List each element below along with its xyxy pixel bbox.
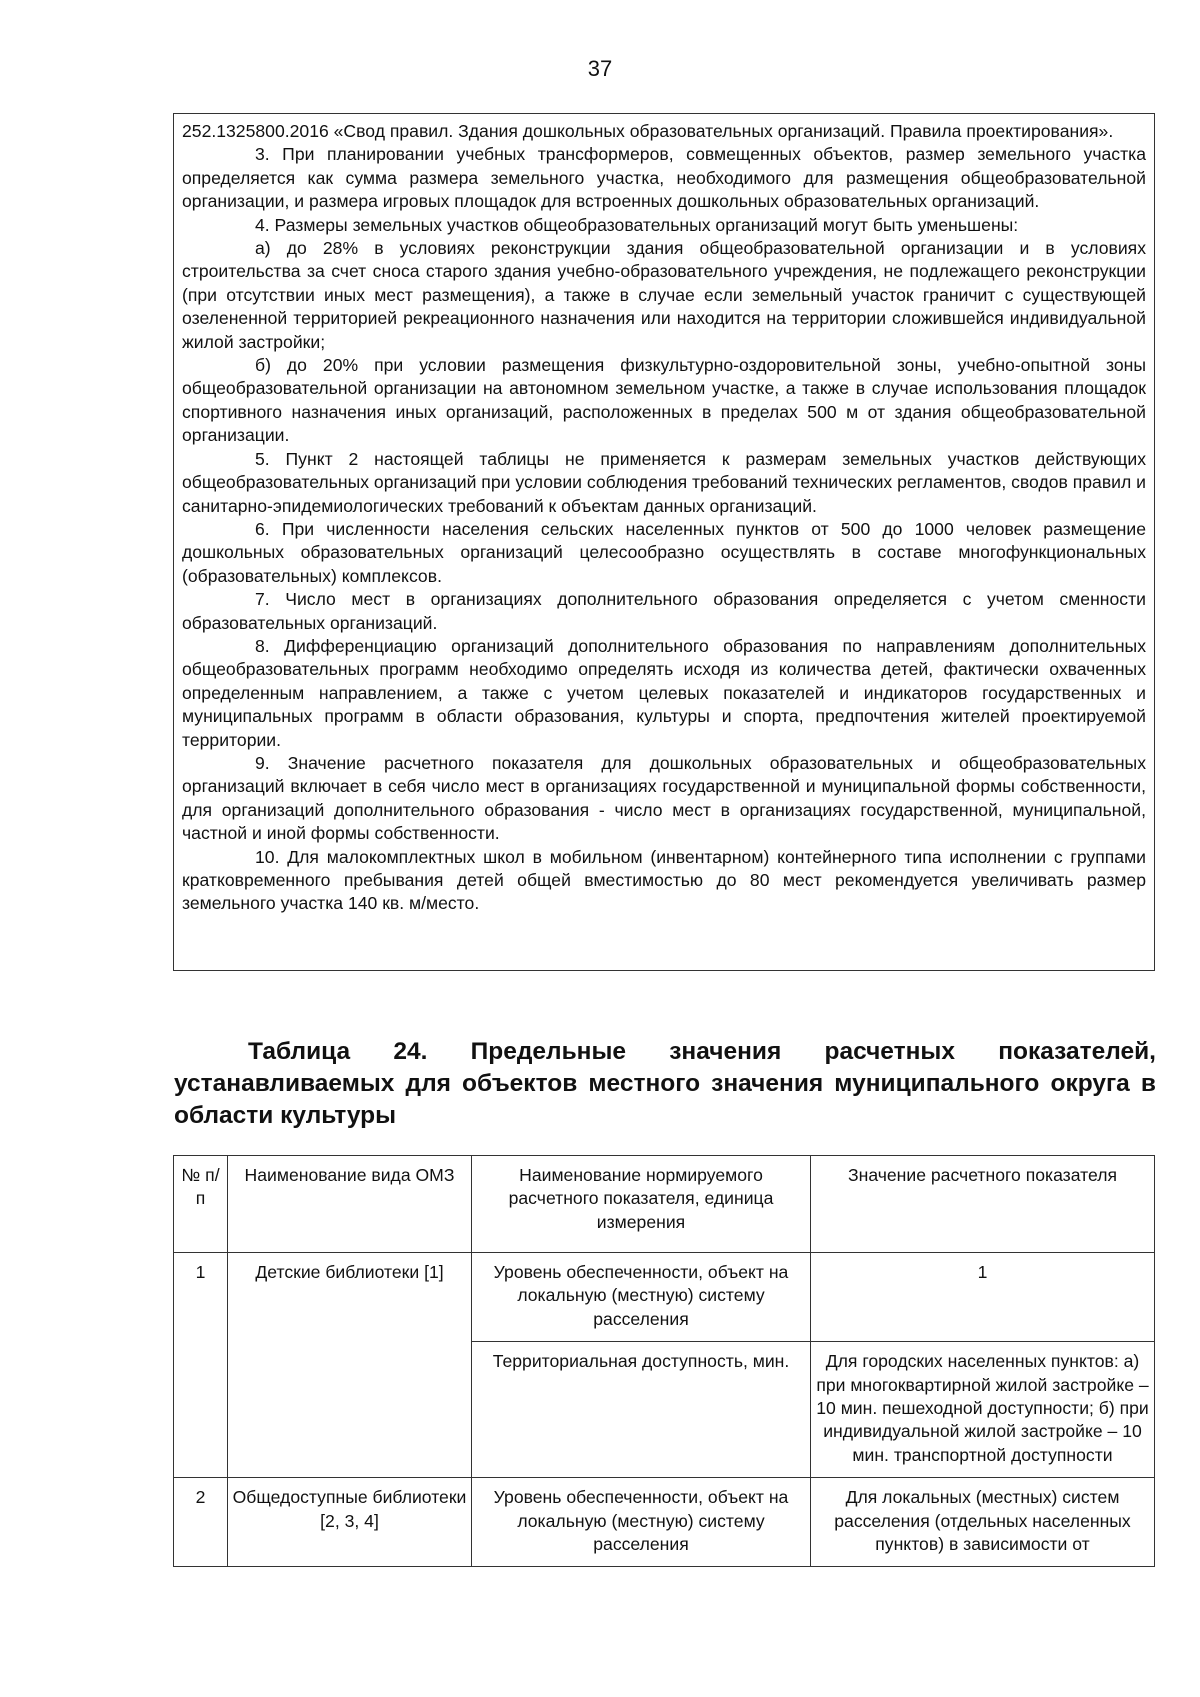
row-indicator: Уровень обеспеченности, объект на локальную (местную) систему расселения (472, 1478, 811, 1567)
table-notes-box (173, 113, 1155, 971)
row-indicator: Территориальная доступность, мин. (472, 1342, 811, 1478)
note-paragraph: б) до 20% при условии размещения физкультурно-оздоровительной зоны, учебно-опытной зоны общеобразовательной организации на автономном земельном участке, а также в случае использования площадок спортивного назначения иных организаций, расположенных в пределах 500 м от здания общеобразовательной организации. (182, 355, 1146, 446)
page-number: 37 (587, 56, 613, 81)
standards-table (173, 1155, 1155, 1567)
table-row (174, 1478, 1155, 1567)
table-title-rest: устанавливаемых для объектов местного значения муниципального округа в области культуры (174, 1070, 1156, 1129)
table-title (174, 1036, 1156, 1132)
note-paragraph: 10. Для малокомплектных школ в мобильном (инвентарном) контейнерного типа исполнении с группами кратковременного пребывания детей общей вместимостью до 80 мест рекомендуется увеличивать размер земельного участка 140 кв. м/место. (182, 846, 1146, 914)
table-header-row (174, 1156, 1155, 1253)
note-paragraph: а) до 28% в условиях реконструкции здания общеобразовательной организации и в условиях строительства за счет сноса старого здания учебно-образовательного учреждения, не подлежащего реконструкции (при отсутствии иных мест размещения), а также в случае если земельный участок граничит с существующей озелененной территорией рекреационного назначения или находится на территории сложившейся индивидуальной жилой застройки; (182, 238, 1146, 352)
row-value: 1 (811, 1253, 1155, 1342)
header-value: Значение расчетного показателя (811, 1156, 1155, 1253)
row-value: Для городских населенных пунктов: а) при многоквартирной жилой застройке – 10 мин. пешеходной доступности; б) при индивидуальной жилой застройке – 10 мин. транспортной доступности (811, 1342, 1155, 1478)
header-object-type: Наименование вида ОМЗ (228, 1156, 472, 1253)
note-paragraph: 252.1325800.2016 «Свод правил. Здания дошкольных образовательных организаций. Правила проектирования». (182, 121, 1114, 141)
row-object-type: Общедоступные библиотеки [2, 3, 4] (228, 1478, 472, 1567)
note-paragraph: 9. Значение расчетного показателя для дошкольных образовательных и общеобразовательных организаций включает в себя число мест в организациях государственной и муниципальной формы собственности, для организаций дополнительного образования - число мест в организациях государственной, муниципальной, частной и иной формы собственности. (182, 752, 1146, 844)
table-title-line1: Таблица 24. Предельные значения расчетных показателей, (248, 1038, 1156, 1065)
note-paragraph: 8. Дифференциацию организаций дополнительного образования по направлениям дополнительных общеобразовательных программ необходимо определять исходя из количества детей, фактически охваченных определенным направлением, а также с учетом целевых показателей и индикаторов государственных и муниципальных программ в области образования, культуры и спорта, предпочтения жителей проектируемой территории. (182, 635, 1146, 750)
row-object-type: Детские библиотеки [1] (228, 1253, 472, 1478)
header-indicator: Наименование нормируемого расчетного показателя, единица измерения (472, 1156, 811, 1253)
note-paragraph: 4. Размеры земельных участков общеобразовательных организаций могут быть уменьшены: (255, 214, 1019, 235)
note-paragraph: 3. При планировании учебных трансформеров, совмещенных объектов, размер земельного участка определяется как сумма размера земельного участка, необходимого для размещения общеобразовательной организации, и размера игровых площадок для встроенных дошкольных образовательных организаций. (182, 144, 1146, 212)
row-number: 2 (174, 1478, 228, 1567)
header-number: № п/п (174, 1156, 228, 1253)
row-indicator: Уровень обеспеченности, объект на локальную (местную) систему расселения (472, 1253, 811, 1342)
row-value: Для локальных (местных) систем расселения (отдельных населенных пунктов) в зависимости от (811, 1478, 1155, 1567)
note-paragraph: 7. Число мест в организациях дополнительного образования определяется с учетом сменности образовательных организаций. (182, 589, 1146, 633)
row-number: 1 (174, 1253, 228, 1478)
table-row (174, 1253, 1155, 1342)
note-paragraph: 6. При численности населения сельских населенных пунктов от 500 до 1000 человек размещение дошкольных образовательных организаций целесообразно осуществлять в составе многофункциональных (образовательных) комплексов. (182, 518, 1146, 586)
note-paragraph: 5. Пункт 2 настоящей таблицы не применяется к размерам земельных участков действующих общеобразовательных организаций при условии соблюдения требований технических регламентов, сводов правил и санитарно-эпидемиологических требований к объектам данных организаций. (182, 448, 1146, 516)
